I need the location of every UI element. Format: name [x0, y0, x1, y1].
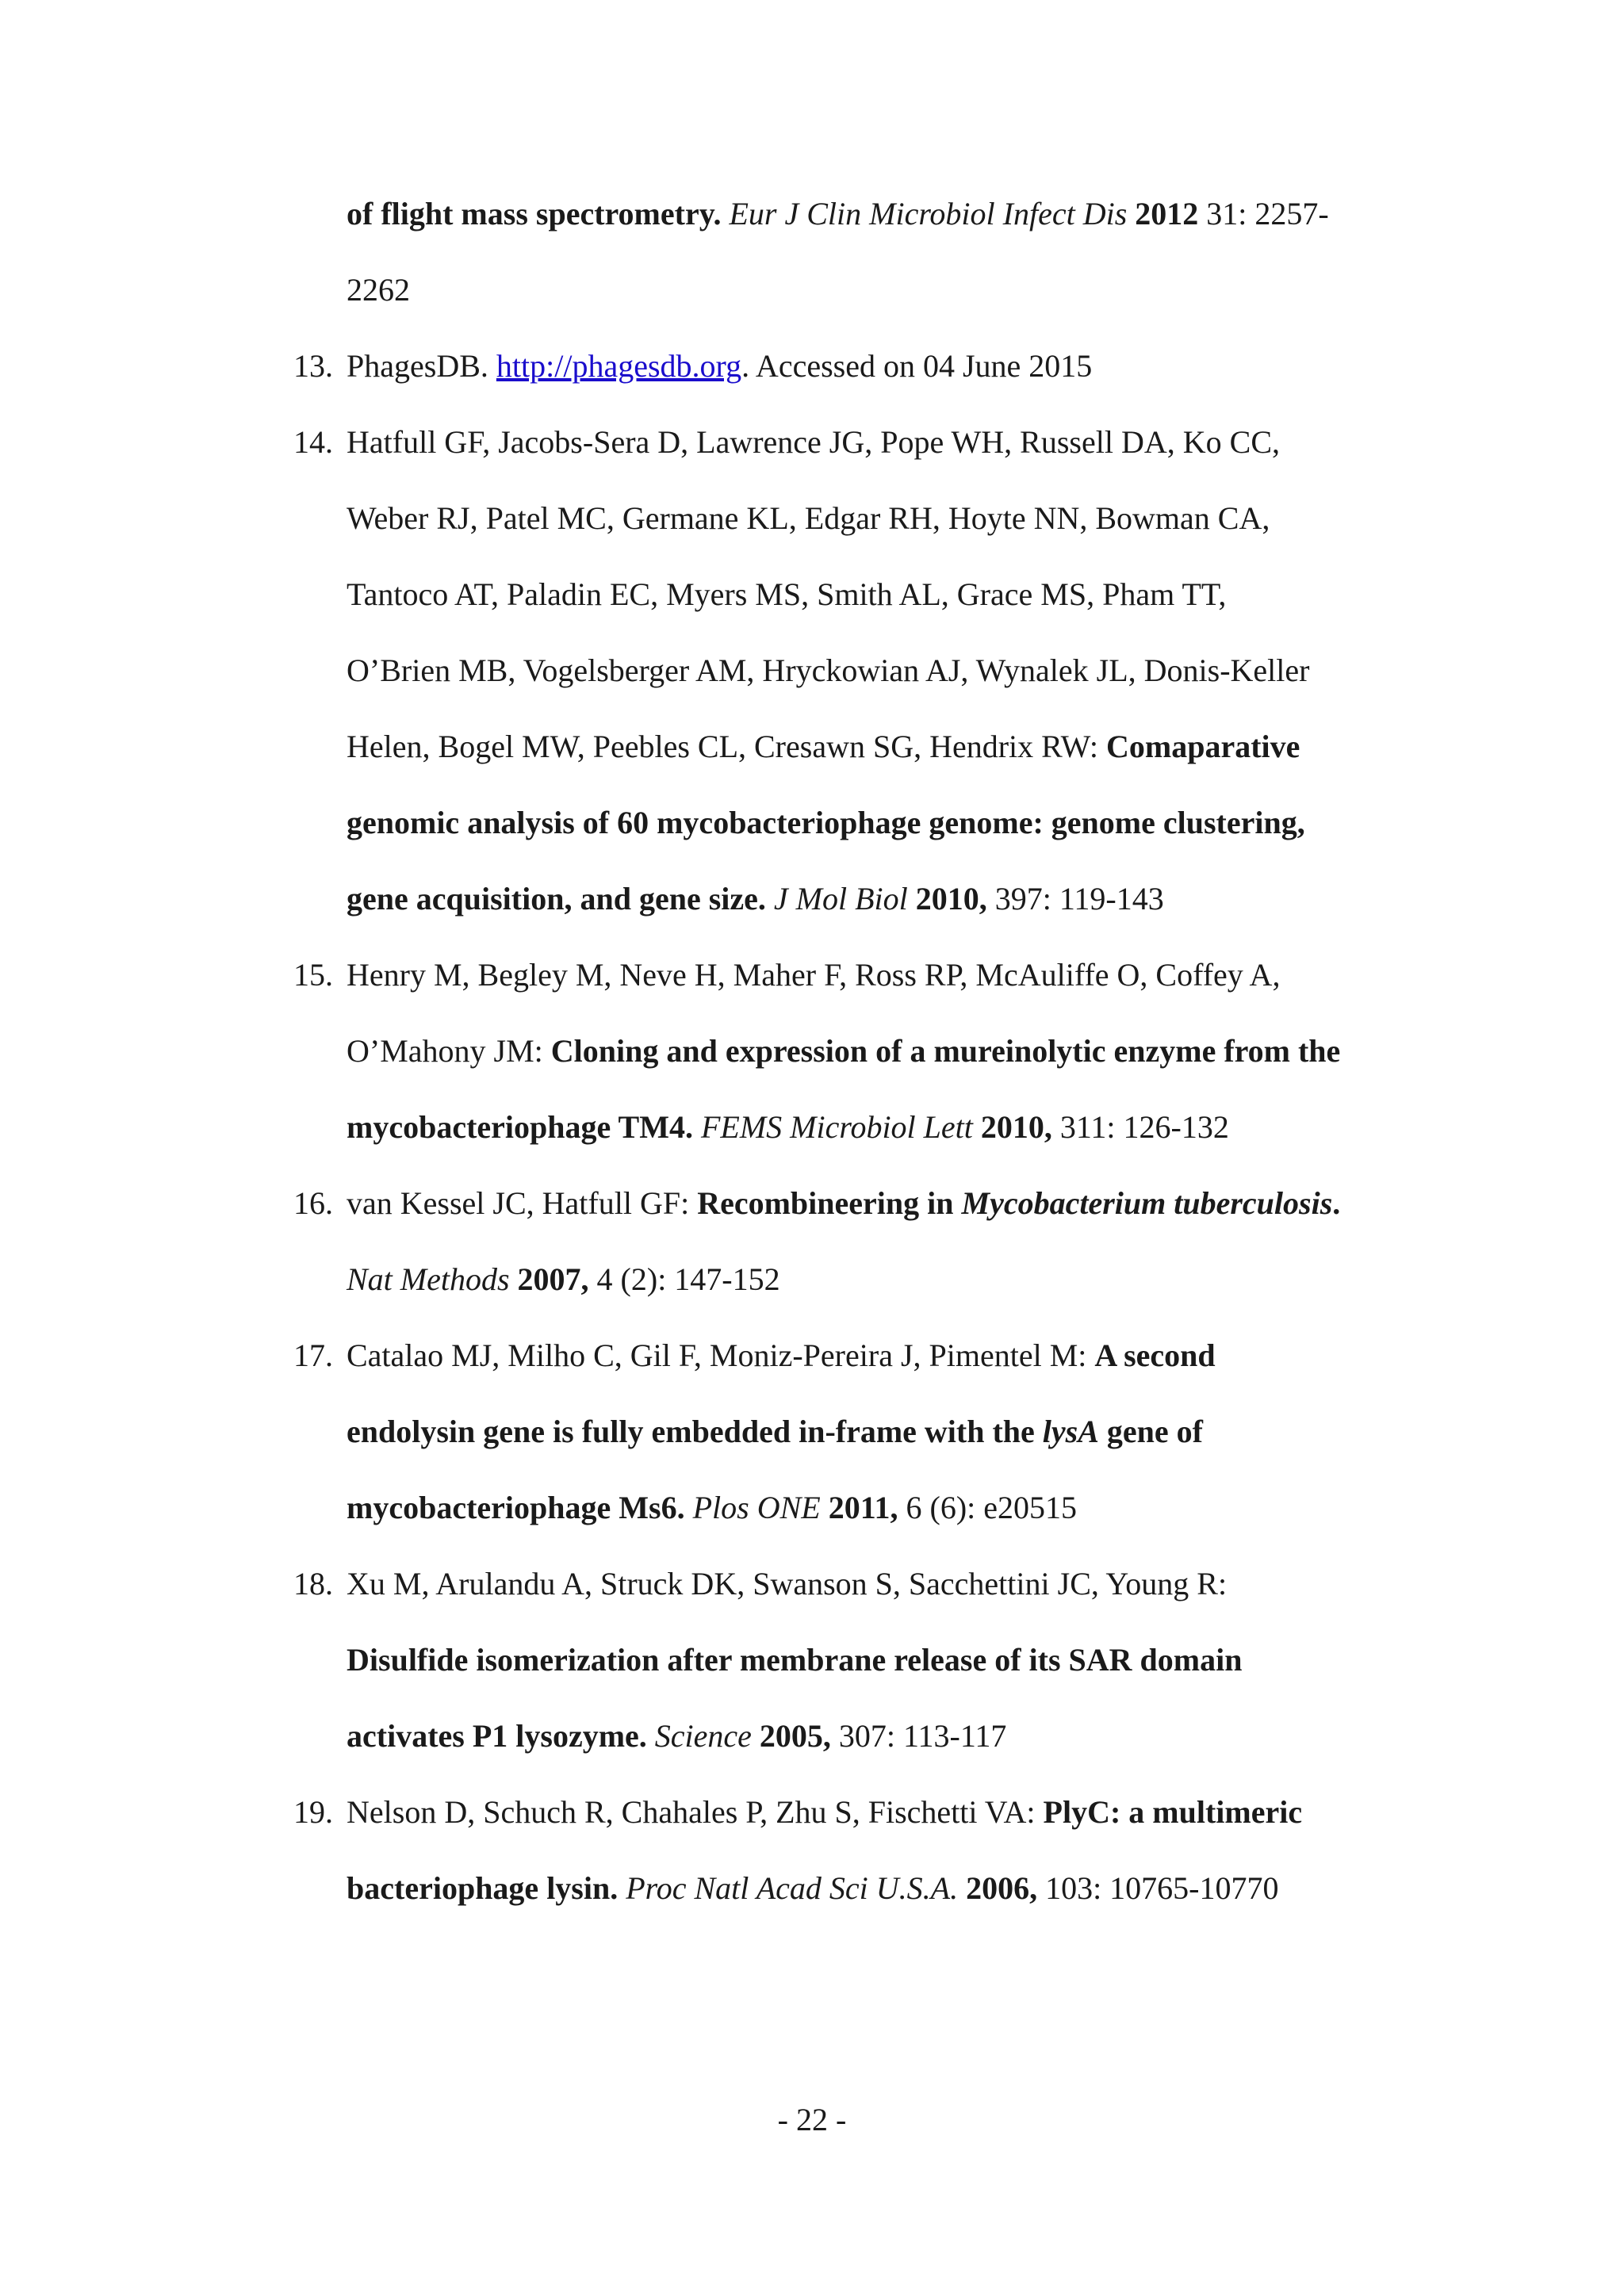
ref-volume-pages: 311: 126-132 — [1059, 1109, 1229, 1145]
ref-title: activates P1 lysozyme. — [347, 1718, 647, 1754]
ref-authors: Helen, Bogel MW, Peebles CL, Cresawn SG, Hendrix RW: — [347, 729, 1099, 764]
ref-year: 2011, — [828, 1490, 898, 1525]
ref-year: 2010, — [980, 1109, 1052, 1145]
ref-number: 14. — [293, 424, 333, 460]
ref-journal: Nat Methods — [347, 1261, 510, 1297]
ref-title: A second — [1094, 1337, 1216, 1373]
reference-19-line-1 — [293, 1793, 1393, 1831]
ref-volume-pages: 31: 2257- — [1206, 196, 1329, 232]
ref-volume-pages: 103: 10765-10770 — [1045, 1870, 1279, 1906]
ref-journal: J Mol Biol — [773, 881, 908, 916]
reference-15-line-3 — [347, 1108, 1393, 1146]
reference-15-line-1 — [293, 956, 1393, 994]
reference-14-line-7 — [347, 880, 1393, 918]
ref-number: 16. — [293, 1185, 333, 1221]
ref-number: 19. — [293, 1794, 333, 1830]
ref-authors: O’Mahony JM: — [347, 1033, 543, 1069]
ref-title: Disulfide isomerization after membrane release of its SAR domain — [347, 1642, 1243, 1678]
ref-year: 2005, — [759, 1718, 831, 1754]
ref-year: 2007, — [517, 1261, 589, 1297]
reference-15-line-2 — [347, 1032, 1393, 1070]
ref-number: 18. — [293, 1566, 333, 1601]
ref-volume-pages: 307: 113-117 — [838, 1718, 1007, 1754]
ref-volume-pages: 6 (6): e20515 — [906, 1490, 1078, 1525]
ref-authors: Hatfull GF, Jacobs-Sera D, Lawrence JG, Pope WH, Russell DA, Ko CC, — [347, 424, 1280, 460]
ref-volume-pages: 2262 — [347, 272, 410, 308]
ref-title: bacteriophage lysin. — [347, 1870, 619, 1906]
reference-19-line-2 — [347, 1869, 1393, 1908]
ref-journal: Eur J Clin Microbiol Infect Dis — [729, 196, 1128, 232]
ref-authors: Xu M, Arulandu A, Struck DK, Swanson S, Sacchettini JC, Young R: — [347, 1566, 1228, 1601]
reference-14-line-1 — [293, 423, 1393, 461]
ref-title-species: Mycobacterium tuberculosis — [961, 1185, 1333, 1221]
ref-authors: PhagesDB. — [347, 348, 488, 384]
ref-title-end: . — [1332, 1185, 1341, 1221]
ref-accessed: . Accessed on 04 June 2015 — [741, 348, 1093, 384]
reference-14-line-6 — [347, 804, 1393, 842]
ref-title: gene of — [1106, 1414, 1203, 1449]
reference-16-line-1 — [293, 1184, 1393, 1223]
ref-title: genomic analysis of 60 mycobacteriophage genome: genome clustering, — [347, 805, 1305, 840]
page-number: - 22 - — [777, 2102, 847, 2137]
ref-title: PlyC: a multimeric — [1043, 1794, 1303, 1830]
reference-13 — [293, 347, 1393, 385]
ref-title: gene acquisition, and gene size. — [347, 881, 766, 916]
reference-14-line-3 — [347, 576, 1393, 614]
ref-authors: Tantoco AT, Paladin EC, Myers MS, Smith AL, Grace MS, Pham TT, — [347, 576, 1227, 612]
ref-year: 2012 — [1135, 196, 1199, 232]
ref-title: Cloning and expression of a mureinolytic enzyme from the — [550, 1033, 1341, 1069]
ref-title: Recombineering in — [697, 1185, 954, 1221]
reference-14-line-4 — [347, 652, 1393, 690]
ref-authors: van Kessel JC, Hatfull GF: — [347, 1185, 690, 1221]
ref-journal: Plos ONE — [692, 1490, 821, 1525]
reference-17-line-1 — [293, 1337, 1393, 1375]
ref-authors: O’Brien MB, Vogelsberger AM, Hryckowian AJ, Wynalek JL, Donis-Keller — [347, 652, 1310, 688]
reference-18-line-3 — [347, 1717, 1393, 1755]
ref-journal: Proc Natl Acad Sci U.S.A. — [626, 1870, 959, 1906]
ref-number: 17. — [293, 1337, 333, 1373]
reference-18-line-1 — [293, 1565, 1393, 1603]
ref-title: Comaparative — [1106, 729, 1300, 764]
reference-17-line-2 — [347, 1413, 1393, 1451]
ref-authors: Henry M, Begley M, Neve H, Maher F, Ross RP, McAuliffe O, Coffey A, — [347, 957, 1281, 993]
ref-year: 2010, — [915, 881, 987, 916]
phagesdb-link[interactable]: http://phagesdb.org — [496, 348, 742, 384]
ref-number: 15. — [293, 957, 333, 993]
ref-title: endolysin gene is fully embedded in-frame with the — [347, 1414, 1035, 1449]
reference-17-line-3 — [347, 1489, 1393, 1527]
ref-journal: Science — [654, 1718, 752, 1754]
reference-12-line-2 — [347, 271, 1393, 309]
ref-year: 2006, — [966, 1870, 1038, 1906]
reference-14-line-5 — [347, 728, 1393, 766]
ref-title: of flight mass spectrometry. — [347, 196, 722, 232]
reference-14-line-2 — [347, 499, 1393, 538]
ref-title: mycobacteriophage TM4. — [347, 1109, 693, 1145]
ref-title-gene: lysA — [1042, 1414, 1099, 1449]
ref-number: 13. — [293, 348, 333, 384]
ref-volume-pages: 397: 119-143 — [994, 881, 1164, 916]
reference-18-line-2 — [347, 1641, 1393, 1679]
ref-authors: Weber RJ, Patel MC, Germane KL, Edgar RH, Hoyte NN, Bowman CA, — [347, 500, 1270, 536]
ref-journal: FEMS Microbiol Lett — [700, 1109, 973, 1145]
ref-authors: Nelson D, Schuch R, Chahales P, Zhu S, Fischetti VA: — [347, 1794, 1036, 1830]
ref-volume-pages: 4 (2): 147-152 — [596, 1261, 780, 1297]
ref-title: mycobacteriophage Ms6. — [347, 1490, 685, 1525]
reference-16-line-2 — [347, 1261, 1393, 1299]
ref-authors: Catalao MJ, Milho C, Gil F, Moniz-Pereira J, Pimentel M: — [347, 1337, 1087, 1373]
reference-12-line-1 — [347, 195, 1393, 233]
